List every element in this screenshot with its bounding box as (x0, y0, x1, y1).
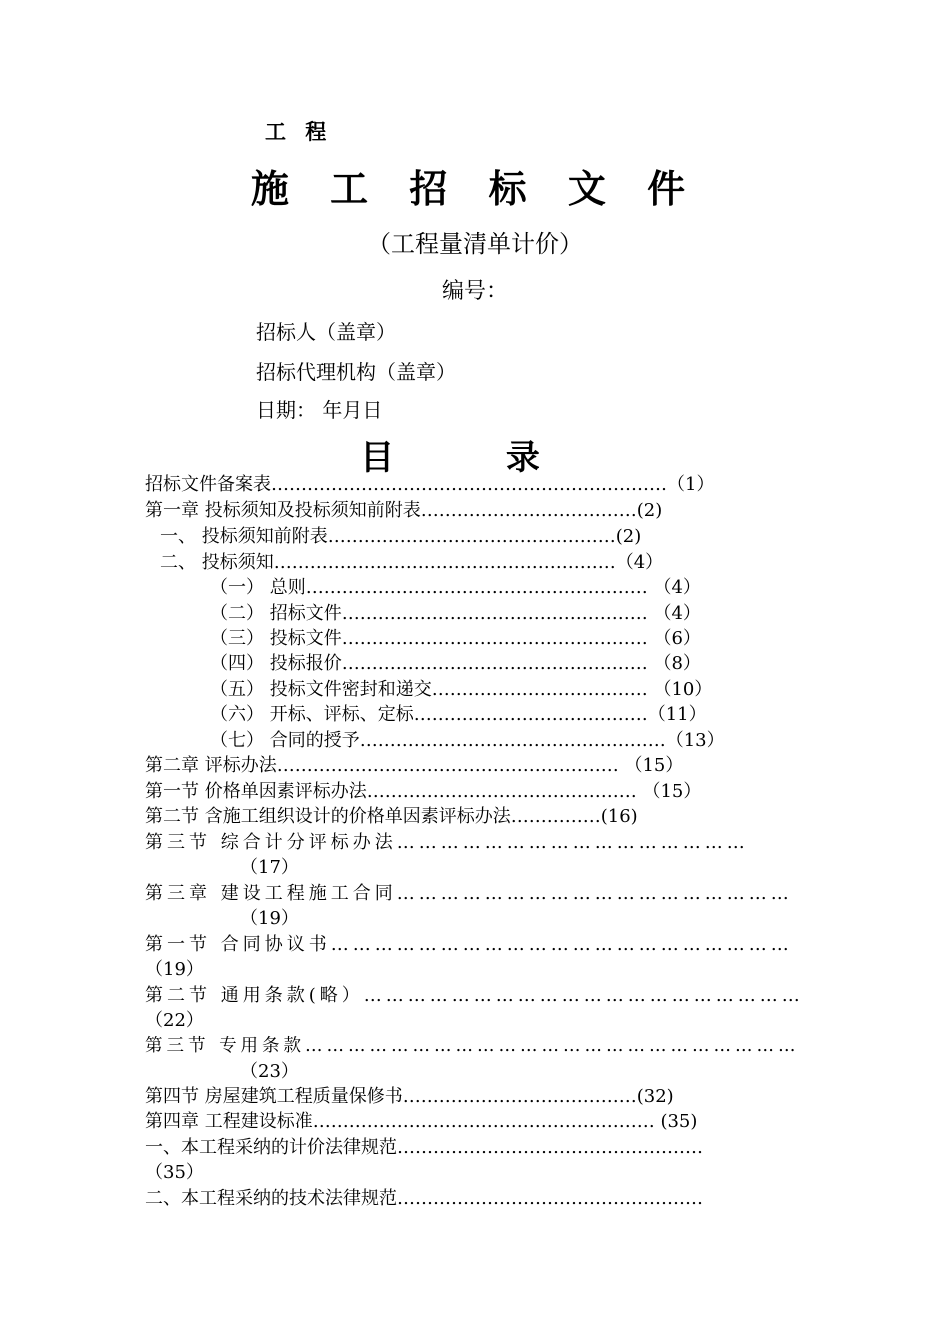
toc-item: 第四章 工程建设标准………………………………………………… (35) (145, 1111, 698, 1132)
document-number-label: 编号： (441, 279, 508, 304)
toc-item: （四） 投标报价…………………………………………… （8） (210, 653, 701, 674)
toc-item: 二、本工程采纳的技术法律规范…………………………………………… (145, 1188, 703, 1209)
toc-item: （三） 投标文件…………………………………………… （6） (210, 628, 701, 649)
agency-line: 招标代理机构（盖章） (256, 360, 456, 384)
toc-item: 第一节 合同协议书……………………………………………………… (145, 934, 793, 955)
toc-item-page: （35） (145, 1162, 204, 1183)
toc-item: （七） 合同的授予……………………………………………（13） (210, 730, 725, 751)
toc-item: 一、本工程采纳的计价法律规范…………………………………………… (145, 1137, 703, 1158)
toc-item: 第一章 投标须知及投标须知前附表………………………………(2) (145, 500, 663, 521)
tenderer-line: 招标人（盖章） (256, 320, 396, 344)
toc-item: 一、 投标须知前附表…………………………………………(2) (160, 526, 642, 547)
toc-item: （六） 开标、评标、定标…………………………………（11） (210, 704, 707, 725)
toc-item: 第四节 房屋建筑工程质量保修书…………………………………(32) (145, 1086, 674, 1107)
toc-item-page: （23） (240, 1061, 299, 1082)
toc-title: 目 录 (360, 438, 590, 478)
toc-item: 第二节 通用条款(略）…………………………………………………… (145, 985, 804, 1006)
toc-item: 二、 投标须知…………………………………………………（4） (160, 552, 664, 573)
toc-item: （五） 投标文件密封和递交……………………………… （10） (210, 679, 713, 700)
toc-item: 第三节 综合计分评标办法………………………………………… (145, 832, 749, 853)
date-line: 日期： 年月日 (256, 398, 383, 422)
toc-item: 招标文件备案表…………………………………………………………（1） (145, 474, 715, 495)
toc-item: （一） 总则………………………………………………… （4） (210, 577, 701, 598)
project-label: 工 程 (265, 119, 333, 144)
toc-item: （二） 招标文件…………………………………………… （4） (210, 603, 701, 624)
toc-item: 第二章 评标办法………………………………………………… （15） (145, 755, 684, 776)
document-subtitle: （工程量清单计价） (367, 230, 583, 258)
toc-item: 第三章 建设工程施工合同……………………………………………… (145, 883, 793, 904)
toc-item: 第一节 价格单因素评标办法……………………………………… （15） (145, 781, 702, 802)
toc-item-page: （17） (240, 857, 299, 878)
toc-item: 第三节 专用条款…………………………………………………………… (145, 1036, 800, 1056)
toc-item-page: （19） (240, 908, 299, 929)
document-title: 施 工 招 标 文 件 (250, 166, 700, 211)
toc-item: 第二节 含施工组织设计的价格单因素评标办法……………(16) (145, 806, 638, 827)
toc-item-page: （19） (145, 959, 204, 980)
toc-item-page: （22） (145, 1010, 204, 1031)
